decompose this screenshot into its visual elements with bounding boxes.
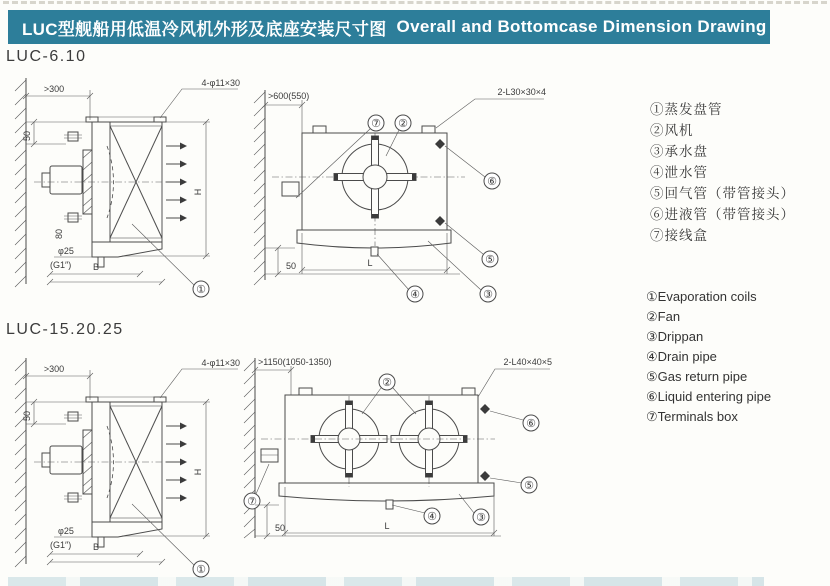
mount-holes-callout [160,78,240,118]
svg-text:③: ③ [476,512,486,524]
title-cn: LUC型舰船用低温冷风机外形及底座安装尺寸图 [22,19,387,39]
legend-item: ⑦Terminals box [646,409,738,424]
callout-liquid-pipe [480,404,539,431]
callout-fan [362,374,416,414]
angle-steel-label: 2-L30×30×4 [497,87,546,97]
terminal-box [282,182,299,196]
svg-text:②: ② [382,377,392,389]
width-label: B [92,542,100,552]
callout-drip-pan [428,241,496,302]
bolt-spacing-label: 80 [54,228,64,240]
airflow-arrows [166,423,187,502]
base-offset-dimension [265,245,296,277]
wall-clearance-label: >1150(1050-1350) [258,357,332,367]
wall-clearance-label: >300 [43,84,65,94]
callout-evaporation-coil [132,504,209,577]
legend-item: ⑦接线盒 [650,228,708,243]
base-offset-label: 50 [286,261,297,271]
fan-motor-assembly [34,412,172,502]
title-banner [8,10,770,44]
luc-6-10-side-view [10,66,250,301]
mount-holes-callout [160,358,240,398]
svg-text:④: ④ [427,511,437,523]
model-heading-luc-6-10: LUC-6.10 [6,48,87,65]
fan-right [391,396,467,487]
svg-text:⑥: ⑥ [487,176,497,188]
fan-motor-assembly [34,132,172,222]
height-label: H [193,188,203,196]
angle-steel-callout [478,357,552,397]
drain-dimension [50,526,96,550]
svg-text:②: ② [398,118,408,130]
callout-drain-pipe [392,505,440,524]
legend-item: ③承水盘 [650,144,708,159]
svg-text:①: ① [196,564,206,576]
legend-item: ③Drippan [646,329,704,344]
callout-drain-pipe [377,254,423,302]
drip-pan [279,483,494,509]
drain-diameter-label: φ25 [58,526,74,536]
callout-fan [386,115,411,156]
wall-hatch [254,90,265,285]
airflow-arrows [166,143,187,222]
callout-gas-pipe [480,471,537,493]
svg-text:④: ④ [410,289,420,301]
luc-6-10-front-view [250,78,550,313]
cooler-casing [86,117,166,242]
title-en: Overall and Bottomcase Dimension Drawing [396,17,767,36]
legend-chinese [650,99,795,246]
svg-text:⑦: ⑦ [247,496,257,508]
drain-thread-label: (G1″) [50,260,72,270]
fan-left [311,396,387,487]
base-offset-dimension [255,502,285,539]
legend-item: ①Evaporation coils [646,289,757,304]
wall-hatch [15,358,26,567]
mount-holes-label: 4-φ11×30 [201,78,240,88]
drain-dimension [50,246,96,270]
drain-diameter-label: φ25 [58,246,74,256]
footer-banner-remnant [8,577,764,586]
height-label: H [193,468,203,476]
callout-terminal-box [244,464,269,509]
legend-item: ②风机 [650,123,694,138]
wall-clearance-label: >300 [43,364,65,374]
length-label: L [384,521,390,531]
base-offset-label: 50 [275,523,286,533]
legend-item: ②Fan [646,309,681,324]
length-dimension [282,487,497,536]
callout-gas-pipe [435,216,498,267]
wall-clearance-dimension [252,357,332,395]
wall-clearance-dimension [262,91,309,133]
callout-liquid-pipe [435,139,500,189]
flange-offset-label: 50 [22,130,32,142]
model-heading-luc-15-20-25: LUC-15.20.25 [6,321,124,338]
svg-text:⑤: ⑤ [485,254,495,266]
wall-clearance-dimension [23,84,93,120]
flange-offset-label: 50 [22,410,32,422]
angle-steel-callout [436,87,546,128]
page-top-edge [3,1,827,4]
cooler-casing [86,397,166,522]
drip-pan [297,230,451,256]
luc-15-20-25-front-view [235,352,555,547]
legend-item: ⑥进液管（带管接头） [650,207,795,222]
legend-item: ⑤回气管（带管接头） [650,186,795,201]
width-label: B [92,262,100,272]
length-label: L [367,258,373,268]
legend-item: ⑤Gas return pipe [646,369,748,384]
legend-english [646,287,771,427]
terminal-box [261,449,278,462]
legend-item: ⑥Liquid entering pipe [646,389,772,404]
legend-item: ①蒸发盘管 [650,102,723,117]
drain-thread-label: (G1″) [50,540,72,550]
wall-clearance-label: >600(550) [268,91,310,101]
wall-hatch [244,358,255,538]
svg-text:③: ③ [483,289,493,301]
svg-text:①: ① [196,284,206,296]
luc-15-20-25-side-view [10,346,250,581]
legend-item: ④泄水管 [650,165,708,180]
svg-text:⑥: ⑥ [526,418,536,430]
mount-holes-label: 4-φ11×30 [201,358,240,368]
svg-text:⑤: ⑤ [524,480,534,492]
wall-hatch [15,78,26,287]
legend-item: ④Drain pipe [646,349,717,364]
angle-steel-label: 2-L40×40×5 [503,357,552,367]
wall-clearance-dimension [23,364,93,400]
drip-pan [92,242,162,267]
fan [272,120,465,246]
drip-pan [92,522,162,547]
svg-text:⑦: ⑦ [371,118,381,130]
callout-evaporation-coil [132,224,209,297]
